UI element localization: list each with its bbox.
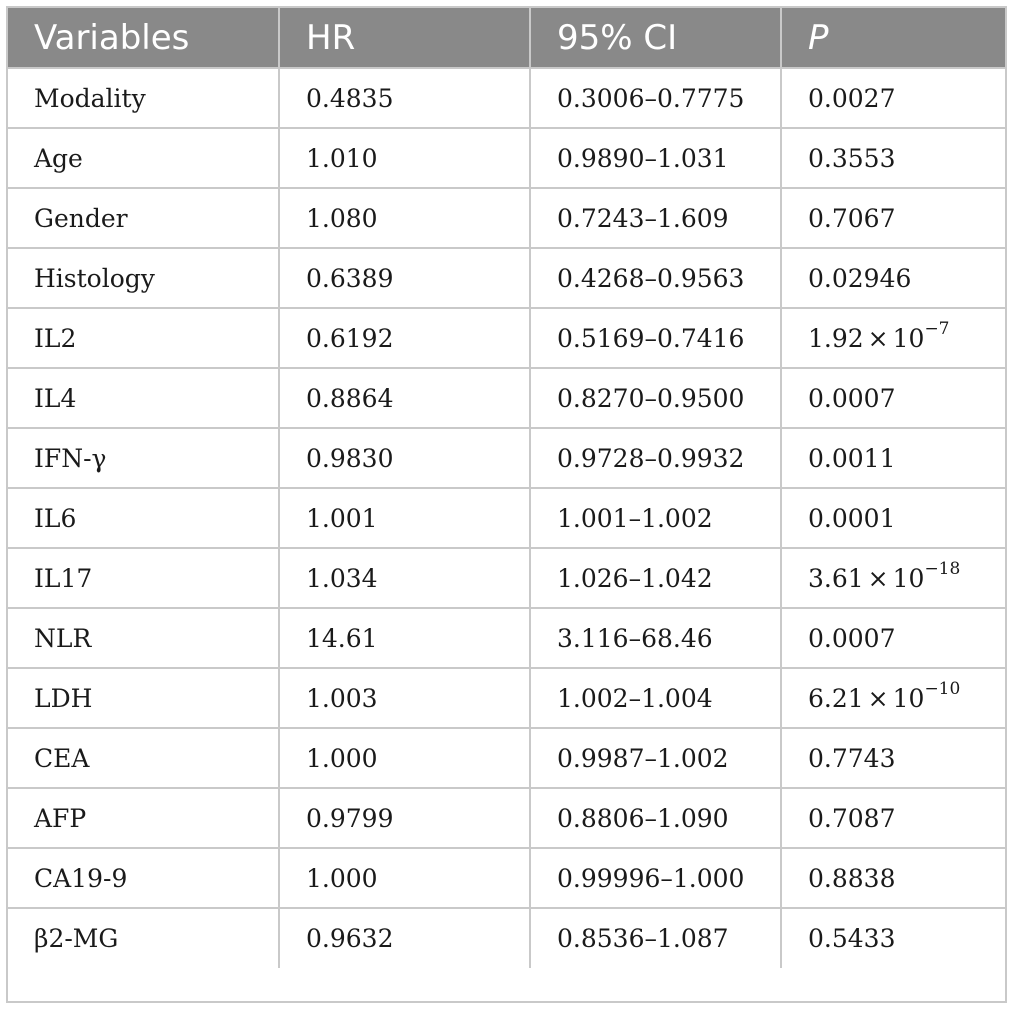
times-sign: × xyxy=(867,563,889,593)
cell-ci: 0.4268–0.9563 xyxy=(530,248,781,308)
cell-ci: 0.9728–0.9932 xyxy=(530,428,781,488)
p-exponent: −7 xyxy=(924,319,950,340)
cell-variable: LDH xyxy=(8,668,279,728)
cell-variable: Gender xyxy=(8,188,279,248)
cell-p: 0.8838 xyxy=(781,848,1005,908)
header-variables: Variables xyxy=(8,8,279,68)
cell-hr: 14.61 xyxy=(279,608,530,668)
cell-variable: Age xyxy=(8,128,279,188)
header-p: P xyxy=(781,8,1005,68)
cell-p: 0.0027 xyxy=(781,68,1005,128)
cell-variable: CA19-9 xyxy=(8,848,279,908)
cell-p xyxy=(781,668,1005,728)
table-row xyxy=(8,668,1005,728)
table-row xyxy=(8,788,1005,848)
cell-variable: IL4 xyxy=(8,368,279,428)
p-mantissa: 3.61 xyxy=(808,563,864,593)
p-exponent: −18 xyxy=(924,559,961,580)
header-ci: 95% CI xyxy=(530,8,781,68)
cell-variable: IFN-γ xyxy=(8,428,279,488)
cell-p: 0.0001 xyxy=(781,488,1005,548)
cell-p: 0.0007 xyxy=(781,608,1005,668)
table-row xyxy=(8,548,1005,608)
cell-variable: β2-MG xyxy=(8,908,279,968)
cell-hr: 0.9799 xyxy=(279,788,530,848)
p-exponent: −10 xyxy=(924,679,961,700)
header-row xyxy=(8,8,1005,68)
p-base: 10 xyxy=(892,683,925,713)
p-base: 10 xyxy=(892,323,925,353)
cell-ci: 0.7243–1.609 xyxy=(530,188,781,248)
times-sign: × xyxy=(867,323,889,353)
cell-p xyxy=(781,308,1005,368)
cell-variable: Modality xyxy=(8,68,279,128)
cell-p xyxy=(781,548,1005,608)
times-sign: × xyxy=(867,683,889,713)
cell-variable: IL2 xyxy=(8,308,279,368)
cell-ci: 0.99996–1.000 xyxy=(530,848,781,908)
cell-hr: 1.080 xyxy=(279,188,530,248)
cell-hr: 1.003 xyxy=(279,668,530,728)
cell-hr: 1.034 xyxy=(279,548,530,608)
cell-ci: 0.9987–1.002 xyxy=(530,728,781,788)
cell-variable: IL6 xyxy=(8,488,279,548)
table-row xyxy=(8,368,1005,428)
table-row xyxy=(8,248,1005,308)
cell-p: 0.5433 xyxy=(808,924,896,953)
cell-p: 0.7743 xyxy=(781,728,1005,788)
table-row xyxy=(8,68,1005,128)
cell-p: 0.02946 xyxy=(781,248,1005,308)
p-base: 10 xyxy=(892,563,925,593)
cell-ci: 1.001–1.002 xyxy=(530,488,781,548)
cell-variable: Histology xyxy=(8,248,279,308)
header-hr: HR xyxy=(279,8,530,68)
table-row xyxy=(8,488,1005,548)
cell-hr: 0.9632 xyxy=(279,908,530,968)
cell-hr: 1.001 xyxy=(279,488,530,548)
cell-ci: 0.8806–1.090 xyxy=(530,788,781,848)
cell-hr: 0.6192 xyxy=(279,308,530,368)
table-row xyxy=(8,128,1005,188)
cell-ci: 1.002–1.004 xyxy=(530,668,781,728)
cell-hr: 0.4835 xyxy=(279,68,530,128)
cell-ci: 1.026–1.042 xyxy=(530,548,781,608)
p-mantissa: 6.21 xyxy=(808,683,864,713)
cell-variable: AFP xyxy=(8,788,279,848)
cell-ci: 0.8270–0.9500 xyxy=(530,368,781,428)
cell-ci: 3.116–68.46 xyxy=(530,608,781,668)
table-frame xyxy=(6,6,1007,1003)
table-row xyxy=(8,728,1005,788)
table-body xyxy=(8,68,1005,968)
table-row xyxy=(8,908,1005,968)
cell-hr: 0.8864 xyxy=(279,368,530,428)
cell-p: 0.0007 xyxy=(781,368,1005,428)
cell-p: 0.7087 xyxy=(781,788,1005,848)
hazard-ratio-table xyxy=(8,8,1005,968)
cell-hr: 1.000 xyxy=(279,728,530,788)
cell-variable: CEA xyxy=(8,728,279,788)
cell-p: 0.7067 xyxy=(781,188,1005,248)
cell-hr: 1.010 xyxy=(279,128,530,188)
table-row xyxy=(8,308,1005,368)
table-row xyxy=(8,428,1005,488)
cell-hr: 0.6389 xyxy=(279,248,530,308)
cell-variable: IL17 xyxy=(8,548,279,608)
cell-ci: 0.3006–0.7775 xyxy=(530,68,781,128)
cell-ci: 0.8536–1.087 xyxy=(530,908,781,968)
cell-variable: NLR xyxy=(8,608,279,668)
table-header xyxy=(8,8,1005,68)
p-mantissa: 1.92 xyxy=(808,323,864,353)
cell-p: 0.0011 xyxy=(781,428,1005,488)
cell-hr: 1.000 xyxy=(279,848,530,908)
table-row xyxy=(8,188,1005,248)
cell-hr: 0.9830 xyxy=(279,428,530,488)
table-row xyxy=(8,848,1005,908)
cell-ci: 0.9890–1.031 xyxy=(530,128,781,188)
table-row xyxy=(8,608,1005,668)
cell-p: 0.3553 xyxy=(781,128,1005,188)
cell-ci: 0.5169–0.7416 xyxy=(530,308,781,368)
